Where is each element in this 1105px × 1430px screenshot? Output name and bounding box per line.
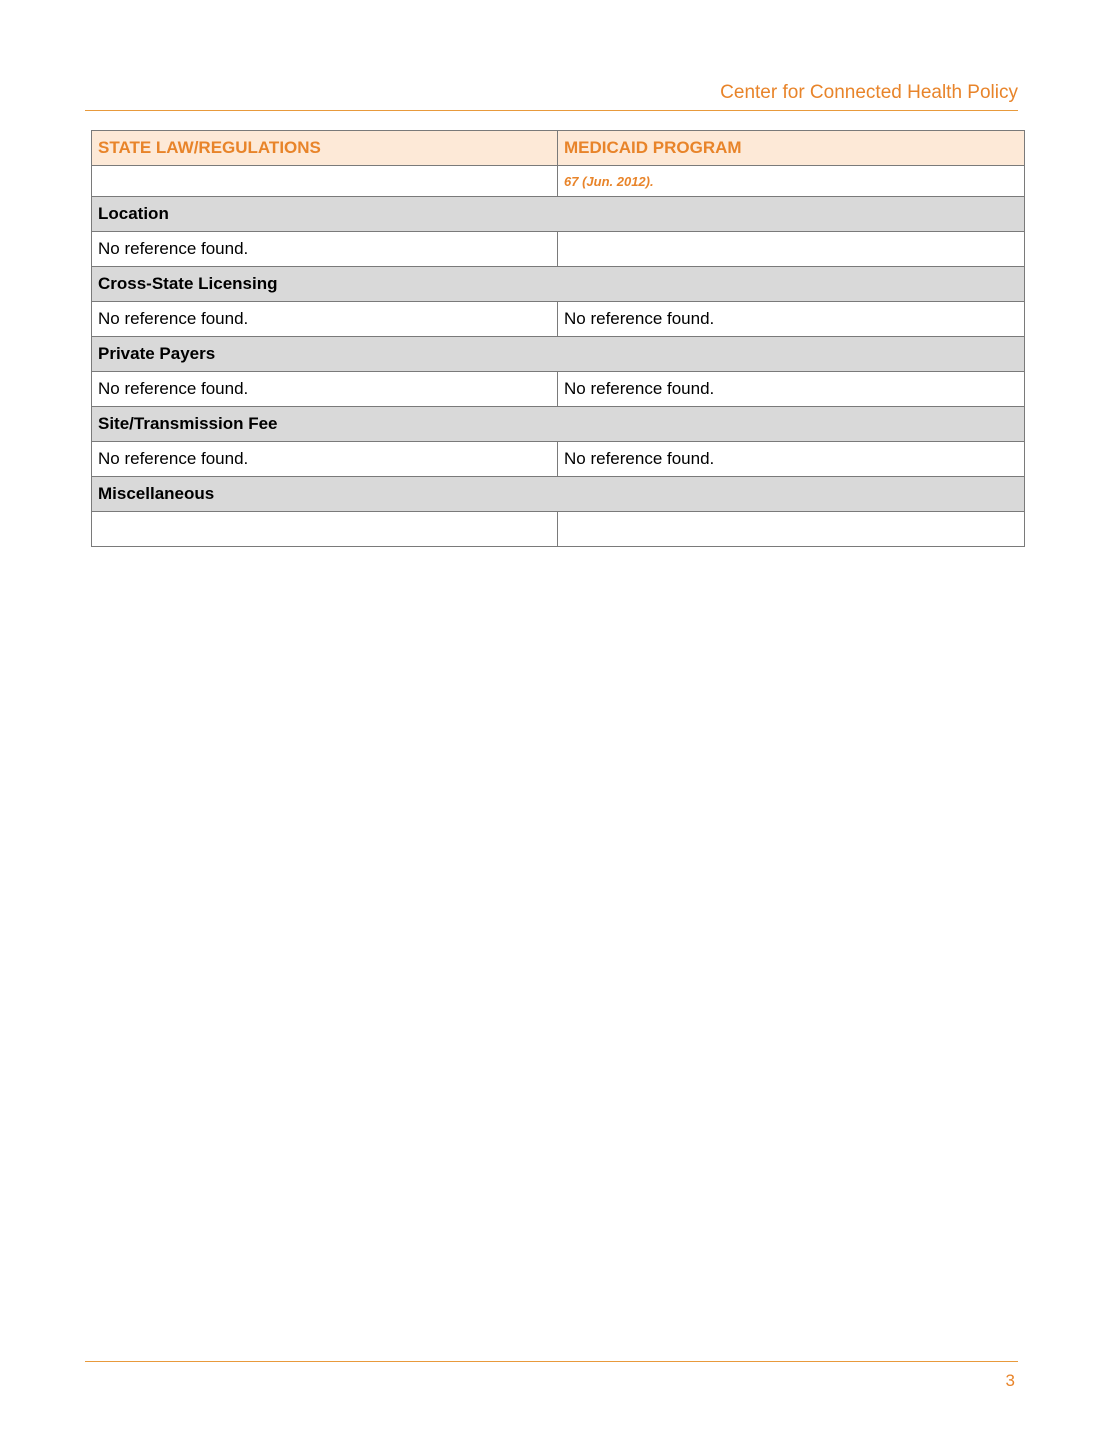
section-title: Location [92, 197, 1025, 232]
section-title: Site/Transmission Fee [92, 407, 1025, 442]
column-header-state-law: STATE LAW/REGULATIONS [92, 131, 558, 166]
table-row [92, 372, 1025, 407]
column-header-medicaid: MEDICAID PROGRAM [558, 131, 1025, 166]
cell-state-law: No reference found. [92, 302, 558, 337]
page-footer [85, 1361, 1018, 1390]
table-row [92, 302, 1025, 337]
cell-state-law: No reference found. [92, 372, 558, 407]
cell-state-law: No reference found. [92, 442, 558, 477]
page-header [85, 82, 1018, 111]
citation-row [92, 166, 1025, 197]
page-number: 3 [1005, 1371, 1015, 1390]
table-row [92, 442, 1025, 477]
section-row-private-payers [92, 337, 1025, 372]
cell-medicaid: No reference found. [558, 372, 1025, 407]
cell-medicaid: No reference found. [558, 442, 1025, 477]
header-title: Center for Connected Health Policy [720, 82, 1018, 103]
citation-text: 67 (Jun. 2012). [564, 174, 654, 189]
cell-state-law: No reference found. [92, 232, 558, 267]
policy-table [91, 130, 1025, 547]
cell-medicaid [558, 512, 1025, 547]
table-row [92, 232, 1025, 267]
citation-cell-state-law [92, 166, 558, 197]
cell-medicaid [558, 232, 1025, 267]
citation-cell-medicaid [558, 166, 1025, 197]
cell-medicaid: No reference found. [558, 302, 1025, 337]
table-row [92, 512, 1025, 547]
section-row-site-transmission-fee [92, 407, 1025, 442]
section-title: Cross-State Licensing [92, 267, 1025, 302]
section-row-location [92, 197, 1025, 232]
section-title: Miscellaneous [92, 477, 1025, 512]
section-row-miscellaneous [92, 477, 1025, 512]
cell-state-law [92, 512, 558, 547]
table-header-row [92, 131, 1025, 166]
section-row-cross-state-licensing [92, 267, 1025, 302]
section-title: Private Payers [92, 337, 1025, 372]
